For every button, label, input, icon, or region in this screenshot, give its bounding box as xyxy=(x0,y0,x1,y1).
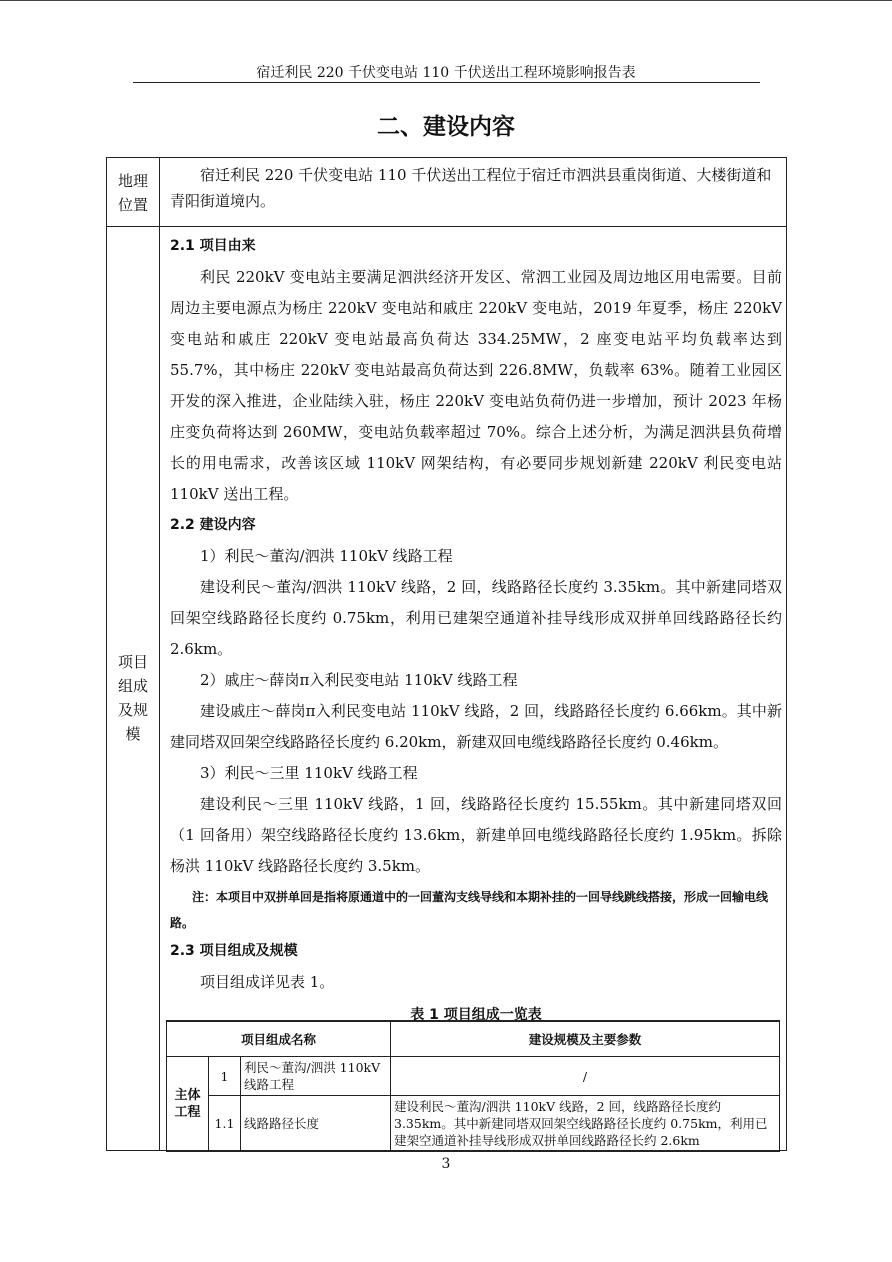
project-scope-label xyxy=(107,650,159,746)
column-header-params: 建设规模及主要参数 xyxy=(391,1021,780,1057)
table-row xyxy=(167,1096,780,1152)
row-params: / xyxy=(391,1057,780,1096)
group-label-main xyxy=(167,1057,209,1152)
label-line: 组成 xyxy=(117,677,148,695)
note-text: 注：本项目中双拼单回是指将原通道中的一回董沟支线导线和本期补挂的一回导线跳线搭接，形成一回输电线路。 xyxy=(170,890,769,930)
label-line: 模 xyxy=(125,725,141,743)
item-2-text: 建设戚庄～薛岗π入利民变电站 110kV 线路，2 回，线路路径长度约 6.66km。其中新建同塔双回架空线路路径长度约 6.20km，新建双回电缆线路路径长度约 0.46km。 xyxy=(170,702,782,751)
item-2-title: 2）戚庄～薛岗π入利民变电站 110kV 线路工程 xyxy=(200,671,518,689)
content-frame xyxy=(106,157,787,1151)
item-1-text: 建设利民～董沟/泗洪 110kV 线路，2 回，线路路径长度约 3.35km。其中新建同塔双回架空线路路径长度约 0.75km，利用已建架空通道补挂导线形成双拼单回线路路径长约 2.6km。 xyxy=(170,578,782,658)
label-line: 工程 xyxy=(174,1105,201,1120)
row-number: 1.1 xyxy=(209,1096,241,1152)
label-column-divider xyxy=(159,158,160,1150)
column-header-name: 项目组成名称 xyxy=(167,1021,391,1057)
page-number: 3 xyxy=(441,1156,451,1172)
heading-2-1: 2.1 项目由来 xyxy=(170,238,256,254)
table-header-row xyxy=(167,1021,780,1057)
header-rule xyxy=(133,82,760,83)
project-content xyxy=(170,231,782,1028)
section-title: 二、建设内容 xyxy=(377,114,515,140)
row-name: 利民～董沟/泗洪 110kV 线路工程 xyxy=(241,1057,391,1096)
heading-2-2: 2.2 建设内容 xyxy=(170,517,256,533)
label-line: 地理 xyxy=(117,172,148,190)
page-top-border xyxy=(0,0,892,1)
geo-location-label xyxy=(107,169,159,217)
row-number: 1 xyxy=(209,1057,241,1096)
item-1-title: 1）利民～董沟/泗洪 110kV 线路工程 xyxy=(200,547,453,565)
geo-location-text: 宿迁利民 220 千伏变电站 110 千伏送出工程位于宿迁市泗洪县重岗街道、大楼街道和青阳街道境内。 xyxy=(170,166,772,210)
heading-2-3: 2.3 项目组成及规模 xyxy=(170,943,298,959)
label-line: 位置 xyxy=(117,196,148,214)
label-line: 及规 xyxy=(117,701,148,719)
paragraph-2-3: 项目组成详见表 1。 xyxy=(200,973,335,991)
row-params: 建设利民～董沟/泗洪 110kV 线路，2 回，线路路径长度约 3.35km。其中新建同塔双回架空线路路径长度约 0.75km，利用已建架空通道补挂导线形成双拼单回线路路径长约 2.6km xyxy=(391,1096,780,1152)
item-3-text: 建设利民～三里 110kV 线路，1 回，线路路径长度约 15.55km。其中新建同塔双回（1 回备用）架空线路路径长度约 13.6km，新建单回电缆线路路径长度约 1.95km。拆除杨洪 110kV 线路路径长度约 3.5km。 xyxy=(170,795,782,875)
label-line: 主体 xyxy=(174,1088,201,1103)
paragraph-2-1: 利民 220kV 变电站主要满足泗洪经济开发区、常泗工业园及周边地区用电需要。目前周边主要电源点为杨庄 220kV 变电站和戚庄 220kV 变电站，2019 年夏季，杨庄 220kV 变电站和戚庄 220kV 变电站最高负荷达 334.25MW，2 座变电站平均负载率达到 55.7%，其中杨庄 220kV 变电站最高负荷达到 226.8MW，负载率 63%。随着工业园区开发的深入推进，企业陆续入驻，杨庄 220kV 变电站负荷仍进一步增加，预计 2023 年杨庄变负荷将达到 260MW，变电站负载率超过 70%。综合上述分析，为满足泗洪县负荷增长的用电需求，改善该区域 110kV 网架结构，有必要同步规划新建 220kV 利民变电站 110kV 送出工程。 xyxy=(170,268,782,503)
label-line: 项目 xyxy=(117,653,148,671)
row-name: 线路路径长度 xyxy=(241,1096,391,1152)
table-row xyxy=(167,1057,780,1096)
project-composition-table xyxy=(166,1020,780,1152)
running-header: 宿迁利民 220 千伏变电站 110 千伏送出工程环境影响报告表 xyxy=(256,65,636,81)
row-divider xyxy=(107,226,786,227)
item-3-title: 3）利民～三里 110kV 线路工程 xyxy=(200,764,418,782)
table-title: 表 1 项目组成一览表 xyxy=(410,1007,542,1023)
